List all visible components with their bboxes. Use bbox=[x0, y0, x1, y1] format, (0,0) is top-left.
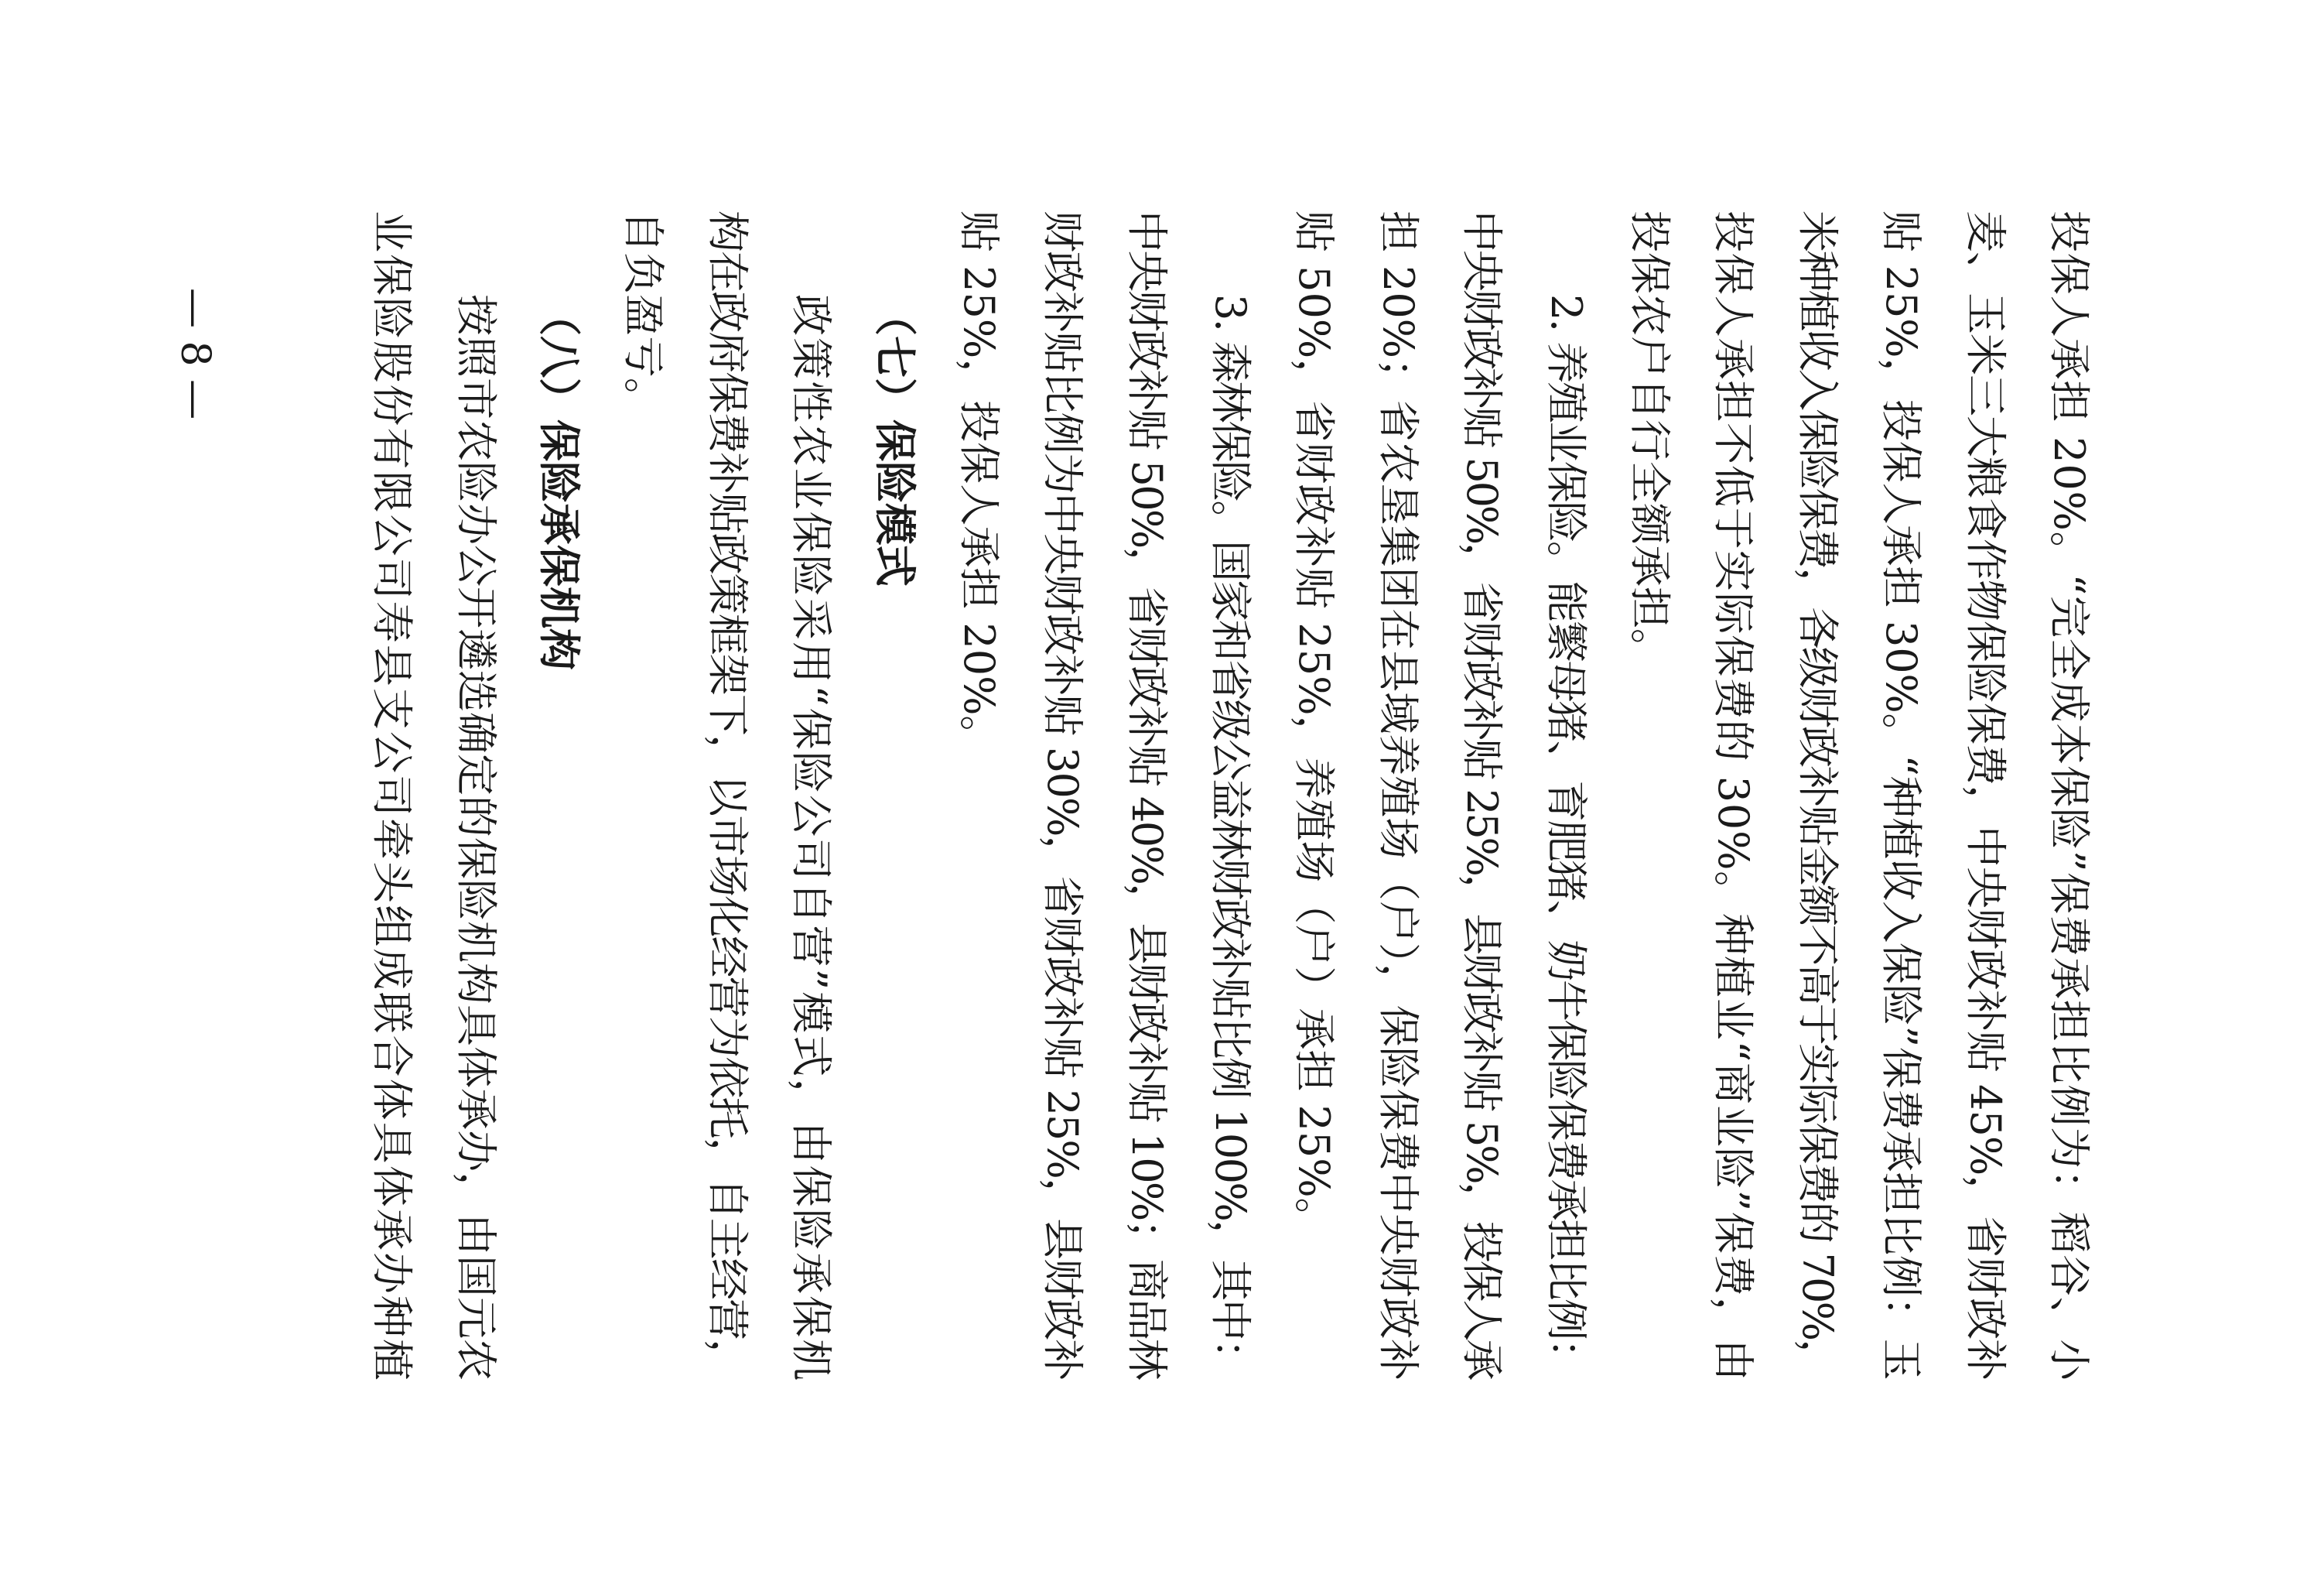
paragraph-line bbox=[1440, 210, 1523, 1381]
body-text bbox=[350, 210, 2110, 1381]
paragraph-first-line bbox=[769, 210, 853, 1381]
paragraph-last-line bbox=[1608, 210, 1691, 1381]
heading-text: （八）保险承保机构 bbox=[534, 294, 584, 670]
line-text: 贴 25%，投保人承担 30%。“种植收入保险”保费承担比例：玉 bbox=[1877, 210, 1926, 1381]
paragraph-line bbox=[1943, 210, 2026, 1381]
paragraph-first-line bbox=[1523, 210, 1607, 1381]
paragraph-line bbox=[1859, 210, 1943, 1381]
line-text: 按照市农险办公开遴选确定的保险机构具体承办，由国元农 bbox=[451, 294, 501, 1381]
line-text: 政策性农业保险采用“保险公司自营”模式，由保险承保机 bbox=[787, 294, 836, 1383]
line-text: 贴 50%，省财政补贴 25%，养殖场（户）承担 25%。 bbox=[1290, 210, 1339, 1240]
paragraph-line bbox=[1775, 210, 1858, 1381]
paragraph-line bbox=[2027, 210, 2110, 1381]
paragraph-first-line bbox=[433, 210, 517, 1381]
line-text: 米种植收入保险保费，各级财政补贴金额不高于实际保费的 70%， bbox=[1793, 210, 1842, 1379]
section-heading bbox=[518, 210, 601, 1381]
paragraph-last-line bbox=[937, 210, 1020, 1381]
paragraph-line bbox=[1355, 210, 1439, 1381]
paragraph-last-line bbox=[601, 210, 685, 1381]
line-text: 构在政府保费补贴政策框架下，以市场化经营为依托，自主经营， bbox=[702, 210, 752, 1380]
paragraph-line bbox=[685, 210, 768, 1381]
line-text: 自负盈亏。 bbox=[619, 210, 668, 419]
paragraph-line bbox=[350, 210, 433, 1381]
line-text: 投保人承担 20%。“完全成本保险”保费承担比例为：稻谷、小 bbox=[2045, 210, 2093, 1382]
line-text: 3. 森林保险。国家和省级公益林财政补贴比例 100%，其中： bbox=[1206, 294, 1256, 1379]
line-text: 2. 养殖业保险。能繁母猪、育肥猪、奶牛保险保费承担比例： bbox=[1541, 294, 1591, 1379]
paragraph-line bbox=[1020, 210, 1104, 1381]
line-text: 投保人承担不低于实际保费的 30%。种植业“商业险”保费，由 bbox=[1709, 210, 1758, 1382]
heading-text: （七）保险模式 bbox=[870, 294, 920, 587]
line-text: 财政补贴比例为中央财政补贴 30%，省财政补贴 25%，县财政补 bbox=[1038, 210, 1088, 1380]
line-text: 贴 25%，投保人承担 20%。 bbox=[954, 210, 1003, 758]
line-text: 中央财政补贴 50%，省财政补贴 25%，县财政补贴 5%，投保人承 bbox=[1458, 210, 1507, 1378]
line-text: 担 20%；省农垦集团在县域养殖场（户），保险保费中央财政补 bbox=[1373, 210, 1423, 1381]
line-text: 中央财政补贴 50%，省财政补贴 40%，县财政补贴 10%；商品林 bbox=[1122, 210, 1171, 1378]
paragraph-line bbox=[1104, 210, 1188, 1381]
line-text: 投保农户自行全额承担。 bbox=[1625, 210, 1675, 670]
line-text: 麦、玉米三大粮食作物保险保费，中央财政补贴 45%，省财政补 bbox=[1960, 210, 2010, 1381]
paragraph-last-line bbox=[1272, 210, 1355, 1381]
section-heading bbox=[853, 210, 936, 1381]
paragraph-first-line bbox=[1188, 210, 1272, 1381]
page-number: — 8 — bbox=[172, 288, 218, 420]
line-text: 业保险股份有限公司寿县支公司牵头组成联合体具体承办种植 bbox=[367, 210, 417, 1383]
paragraph-line bbox=[1691, 210, 1775, 1381]
